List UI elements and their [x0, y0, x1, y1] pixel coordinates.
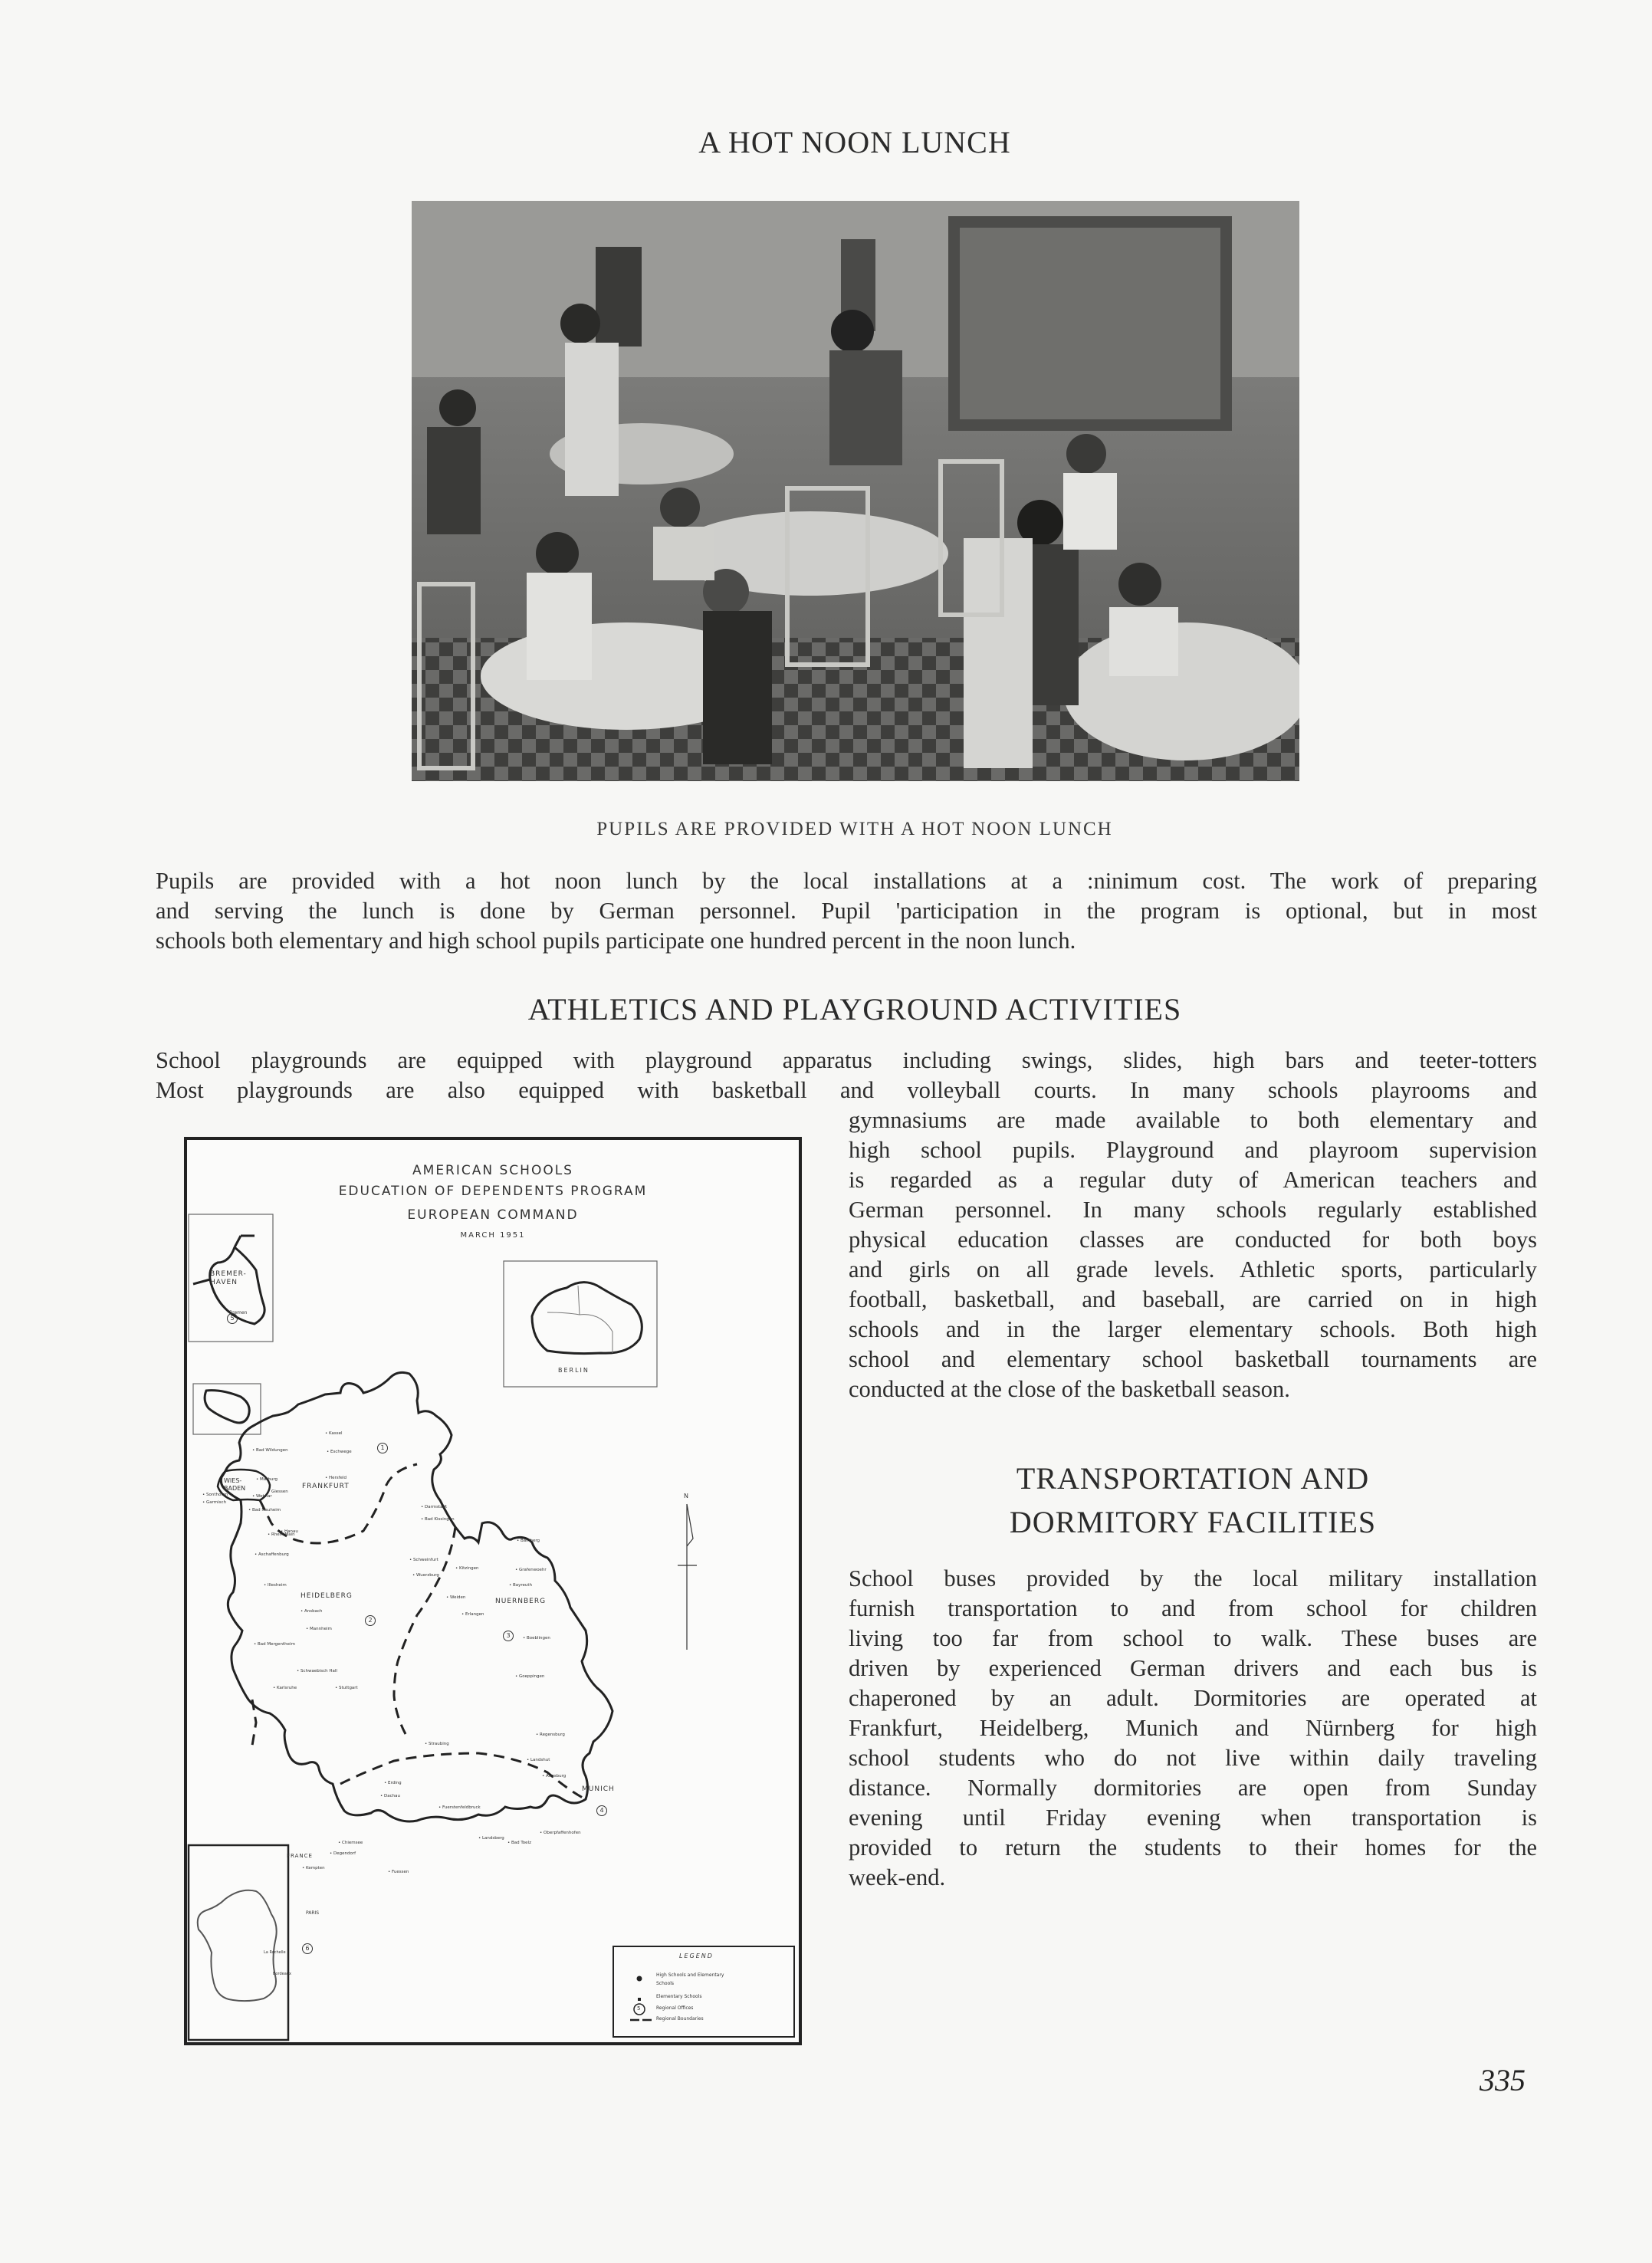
city-label: • Bad Kissingen — [421, 1517, 455, 1522]
region-number: 5 — [227, 1313, 238, 1324]
city-label: • Darmstadt — [421, 1505, 448, 1509]
map-command: EUROPEAN COMMAND — [407, 1207, 579, 1223]
text-line: German personnel. In many schools regularly established — [849, 1197, 1537, 1223]
small-enclave — [205, 1391, 249, 1423]
city-label: • Boeblingen — [523, 1636, 550, 1641]
city-frankfurt: FRANKFURT — [302, 1483, 350, 1490]
city-label: • Augsburg — [542, 1774, 567, 1779]
city-munich: MUNICH — [582, 1785, 615, 1793]
map-title: AMERICAN SCHOOLS — [412, 1163, 573, 1178]
city-label: • Karlsruhe — [273, 1686, 297, 1690]
city-label: • Stuttgart — [335, 1686, 358, 1690]
legend-elementary: Elementary Schools — [656, 1994, 702, 1999]
city-label: • Kempten — [302, 1866, 325, 1871]
text-line: school students who do not live within daily traveling — [849, 1745, 1537, 1771]
city-label: • Aschaffenburg — [255, 1552, 289, 1557]
section-heading-athletics: ATHLETICS AND PLAYGROUND ACTIVITIES — [527, 992, 1182, 1026]
text-line: school and elementary school basketball tournaments are — [849, 1346, 1537, 1372]
legend-elementary-symbol — [638, 1998, 641, 2001]
page-title: A HOT NOON LUNCH — [698, 125, 1011, 159]
city-label: • Fuerstenfeldbruck — [438, 1805, 481, 1810]
city-label: • Hersfeld — [325, 1476, 346, 1480]
city-label: • Grafenwoehr — [515, 1568, 547, 1572]
text-line: Most playgrounds are also equipped with basketball and volleyball courts. In many schools playrooms and — [156, 1077, 1537, 1103]
city-label: • Erding — [384, 1781, 402, 1785]
label-berlin: BERLIN — [558, 1367, 590, 1374]
region-number: 1 — [377, 1443, 388, 1453]
city-label: • Regensburg — [536, 1733, 565, 1737]
transportation-paragraph — [849, 1564, 1537, 1893]
city-label: • Bayreuth — [509, 1583, 533, 1588]
text-line: distance. Normally dormitories are open from Sunday — [849, 1775, 1537, 1801]
city-label: • Wuerzburg — [412, 1573, 439, 1578]
map-date: MARCH 1951 — [460, 1231, 526, 1240]
text-line: football, basketball, and baseball, are carried on in high — [849, 1286, 1537, 1312]
inset-frame-france — [189, 1845, 288, 2040]
city-label: • Schwaebisch Hall — [297, 1669, 337, 1673]
city-label: • Landsberg — [478, 1836, 504, 1841]
legend-boundaries: Regional Boundaries — [656, 2016, 704, 2022]
city-label: • Wetzlar — [252, 1494, 272, 1499]
lunch-paragraph — [156, 866, 1537, 956]
text-line: high school pupils. Playground and playroom supervision — [849, 1137, 1537, 1163]
city-wiesbaden: WIES-BADEN — [224, 1477, 246, 1492]
legend-high-schools: High Schools and Elementary Schools — [656, 1972, 724, 1986]
city-label: • Bad Nauheim — [248, 1508, 281, 1512]
legend-regional-offices: Regional Offices — [656, 2005, 694, 2011]
city-label: • Giessen — [268, 1490, 288, 1494]
map-drawing — [187, 1140, 799, 2042]
map-subtitle: EDUCATION OF DEPENDENTS PROGRAM — [338, 1184, 648, 1199]
city-label: • Kitzingen — [455, 1566, 479, 1571]
text-line: and girls on all grade levels. Athletic sports, particularly — [849, 1256, 1537, 1283]
label-paris: PARIS — [306, 1910, 320, 1916]
berlin-outline — [532, 1283, 642, 1354]
city-label: • Landshut — [527, 1758, 550, 1762]
text-line: School buses provided by the local military installation — [849, 1565, 1537, 1591]
city-label: • Sonthofen — [202, 1493, 228, 1497]
text-line: is regarded as a regular duty of American teachers and — [849, 1167, 1537, 1193]
north-label: N — [684, 1493, 688, 1499]
text-line: Frankfurt, Heidelberg, Munich and Nürnberg for high — [849, 1715, 1537, 1741]
city-nuernberg: NUERNBERG — [495, 1598, 547, 1605]
city-label: • Bamberg — [517, 1539, 540, 1543]
city-label: • Fuessen — [388, 1870, 409, 1874]
city-label: • Illesheim — [264, 1583, 287, 1588]
city-label: • Chiemsee — [338, 1841, 363, 1845]
city-label: • Schweinfurt — [409, 1558, 438, 1562]
north-arrow — [678, 1504, 697, 1650]
region-number: 2 — [365, 1615, 376, 1626]
legend-box — [613, 1946, 794, 2037]
city-label: • Erlangen — [461, 1612, 484, 1617]
city-label: • Bad Mergentheim — [254, 1642, 295, 1647]
text-line: chaperoned by an adult. Dormitories are operated at — [849, 1685, 1537, 1711]
section-heading-transportation — [849, 1457, 1537, 1544]
region-number: 4 — [596, 1805, 607, 1816]
lunchroom-photo — [412, 201, 1299, 781]
text-line: School playgrounds are equipped with playground apparatus including swings, slides, high bars and teeter-totters — [156, 1047, 1537, 1073]
region-number: 3 — [503, 1631, 514, 1641]
label-bremen: Bremen — [229, 1310, 248, 1315]
photo-illustration — [412, 201, 1299, 781]
legend-title: LEGEND — [679, 1953, 714, 1959]
city-label: • Eschwege — [327, 1450, 352, 1454]
city-label: • Straubing — [425, 1742, 449, 1746]
city-label: • Dachau — [380, 1794, 400, 1798]
city-heidelberg: HEIDELBERG — [301, 1592, 353, 1600]
region-number: 6 — [302, 1943, 313, 1954]
text-line: Pupils are provided with a hot noon lunch by the local installations at a :ninimum cost. The work of preparing — [156, 868, 1537, 894]
text-line: week-end. — [849, 1864, 946, 1890]
heading-line: DORMITORY FACILITIES — [1009, 1505, 1377, 1539]
city-label: • Garmisch — [202, 1500, 227, 1505]
text-line: provided to return the students to their homes for the — [849, 1834, 1537, 1861]
text-line: conducted at the close of the basketball season. — [849, 1376, 1290, 1402]
text-line: furnish transportation to and from school for children — [849, 1595, 1537, 1621]
label-bremerhaven: BREMER-HAVEN — [210, 1270, 247, 1286]
city-label: • Degendorf — [330, 1851, 356, 1856]
photo-caption: PUPILS ARE PROVIDED WITH A HOT NOON LUNCH — [596, 819, 1113, 839]
text-line: schools and in the larger elementary schools. Both high — [849, 1316, 1537, 1342]
zone-outline — [221, 1372, 613, 1821]
text-line: evening until Friday evening when transportation is — [849, 1805, 1537, 1831]
athletics-paragraph-column — [849, 1105, 1537, 1404]
legend-high-school-symbol — [637, 1976, 642, 1982]
city-label: • Hanau — [281, 1529, 298, 1534]
text-line: schools both elementary and high school pupils participate one hundred percent in the noon lunch. — [156, 928, 1076, 954]
legend-number: 5 — [637, 2005, 641, 2012]
city-label: • Goeppingen — [515, 1674, 545, 1679]
city-label: • Ansbach — [301, 1609, 323, 1614]
city-label: • Marburg — [256, 1477, 278, 1482]
text-line: gymnasiums are made available to both elementary and — [849, 1107, 1537, 1133]
heading-line: TRANSPORTATION AND — [1016, 1461, 1370, 1496]
text-line: driven by experienced German drivers and each bus is — [849, 1655, 1537, 1681]
label-la-rochelle: La Rochelle — [264, 1950, 286, 1955]
text-line: and serving the lunch is done by German personnel. Pupil 'participation in the program is optional, but in most — [156, 898, 1537, 924]
label-france: FRANCE — [287, 1853, 313, 1859]
city-label: • Bad Wildungen — [252, 1448, 288, 1453]
athletics-paragraph-intro — [156, 1046, 1537, 1105]
schools-map — [184, 1137, 802, 2045]
city-label: • Weiden — [446, 1595, 466, 1600]
text-line: living too far from school to walk. These buses are — [849, 1625, 1537, 1651]
text-line: physical education classes are conducted for both boys — [849, 1227, 1537, 1253]
france-outline — [198, 1890, 277, 2001]
city-label: • Bad Toelz — [507, 1841, 531, 1845]
city-label: • Kassel — [325, 1431, 343, 1436]
city-label: • Oberpfaffenhofen — [540, 1831, 581, 1835]
city-label: • Mannheim — [306, 1627, 332, 1631]
page-number: 335 — [1480, 2063, 1526, 2097]
label-bordeaux: Bordeaux — [273, 1972, 291, 1976]
city-label: • Rhein Main — [268, 1532, 295, 1537]
